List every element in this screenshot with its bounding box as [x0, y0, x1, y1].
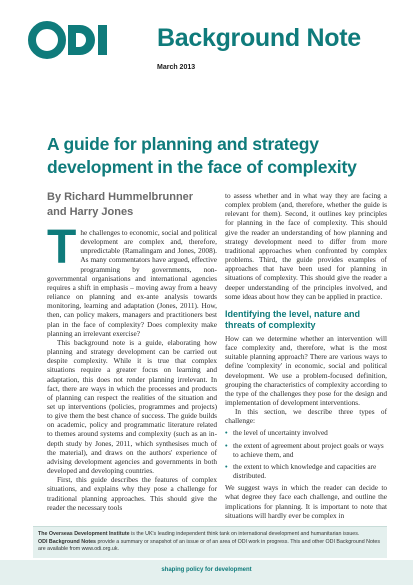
footer-line-2: ODI Background Notes provide a summary or snapshot of an issue or of an area of ODI work in progress. This and other ODI Background Notes are available from www.odi.org.uk.	[38, 538, 380, 552]
article-title: A guide for planning and strategy development in the face of complexity	[47, 134, 357, 177]
footer-info-box	[33, 526, 387, 558]
bullet-icon: •	[225, 461, 228, 471]
author-line-2: and Harry Jones	[47, 206, 134, 218]
body-paragraph-2: This background note is a guide, elaborating how planning and strategy development can be carried out despite complexity. While it is true that complex situations require a greater focus on learning and adaptation, this does not render planning irrelevant. In fact, there are ways in which the processes and products of planning can respect the realities of the situation and set up interventions (policies, programmes and projects) to give them the best chance of success. The guide builds on academic, policy and programmatic literature related to themes around systems and complexity (such as an in-depth study by Jones, 2011, which synthesises much of the material), and draws on the authors' experience of advising development agencies and governments in both developed and developing countries.	[47, 337, 217, 476]
bullet-icon: •	[225, 440, 228, 450]
body-paragraph-3: First, this guide describes the features of complex situations, and explains why they pose a challenge for traditional planning approaches. This should give the reader the necessary tools	[47, 475, 217, 512]
right-paragraph-2: How can we determine whether an intervention will face complexity and, therefore, what is the most suitable planning approach? There are various ways to define 'complexity' in economic, social and political development. We use a problem-focused definition, grouping the characteristics of complexity according to the type of the challenges they pose for the design and implementation of development interventions.	[225, 333, 387, 407]
odi-logo	[28, 20, 112, 60]
footer-tagline: shaping policy for development	[161, 567, 252, 573]
drop-cap: T	[47, 221, 77, 274]
bullet-icon: •	[225, 428, 228, 438]
right-paragraph-4: We suggest ways in which the reader can decide to what degree they face each challenge, and outline the implications for planning. It is important to note that situations will hardly ever be complex in	[225, 483, 387, 520]
intro-text: he challenges to economic, social and political development are complex and, therefore, unpredictable (Ramalingam and Jones, 2008). As many commentators have argued, effective programming by governments, non-governmental organisations and international agencies requires a shift in emphasis – moving away from a heavy reliance on planning and ex-ante analysis towards monitoring, learning and adaptation (Jones, 2011). How, then, can policy makers, managers and practitioners best plan in the face of complexity? Does complexity make planning an irrelevant exercise?	[47, 228, 217, 338]
section-heading: Identifying the level, nature and threats of complexity	[225, 308, 361, 330]
right-paragraph-1: to assess whether and in what way they are facing a complex problem (and, therefore, whether the guide is relevant for them). Second, it outlines key principles for planning in the face of complexity. This should give the reader an understanding of how planning and strategy development need to differ from more traditional approaches when confronted by complex problems. Third, the guide provides examples of approaches that have been used for planning in situations of complexity. This should give the reader a deeper understanding of the principles involved, and some ideas about how they can be applied in practice.	[225, 191, 387, 301]
list-item: • the level of uncertainty involved	[225, 428, 328, 438]
intro-paragraph	[47, 221, 217, 338]
author-line-1: By Richard Hummelbrunner	[47, 191, 194, 203]
header-title: Background Note	[157, 24, 361, 52]
left-column	[47, 221, 217, 512]
footer-line-1: The Overseas Development Institute is the UK's leading independent think tank on international development and humanitarian issues.	[38, 531, 360, 537]
list-item: • the extent to which knowledge and capacities are distributed.	[225, 461, 377, 481]
right-paragraph-3: In this section, we describe three types of challenge:	[225, 407, 387, 426]
list-item: • the extent of agreement about project goals or ways to achieve them, and	[225, 440, 384, 459]
challenge-list	[225, 428, 387, 480]
author-byline	[47, 190, 217, 220]
header-date: March 2013	[157, 64, 196, 71]
right-column	[225, 191, 387, 520]
